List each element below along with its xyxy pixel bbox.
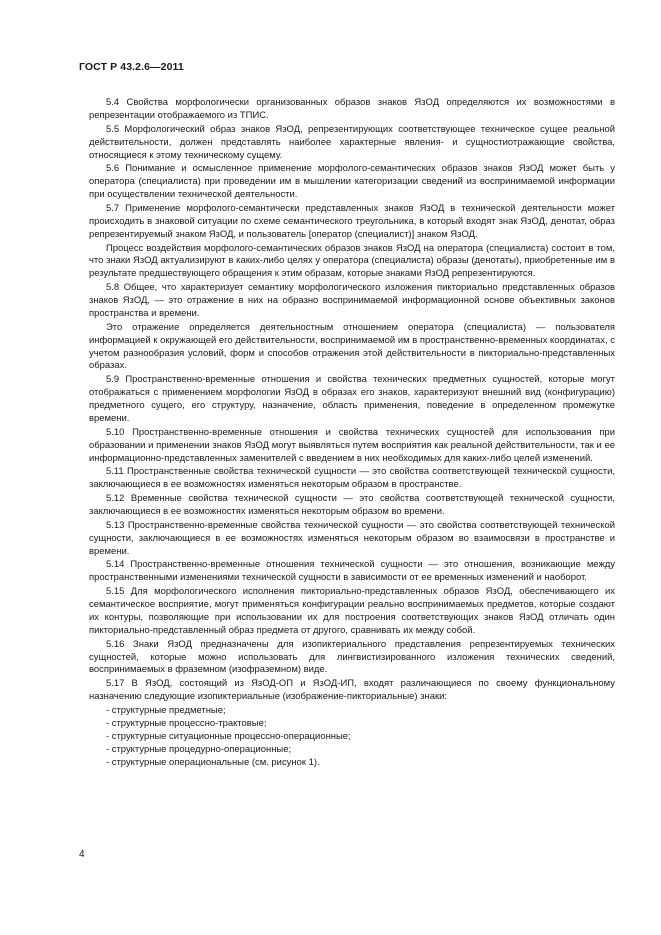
list-item: - структурные процедурно-операционные; [106, 743, 292, 755]
paragraph-5-10: 5.10 Пространственно-временные отношения и свойства технических сущностей для использования при образовании и применении знаков ЯзОД могут выявляться путем восприятия как реальной действительности, так и ее информационно-представленных заменителей с введением в них необходимых для каких-либо целей изменений. [89, 426, 615, 464]
paragraph-5-8: 5.8 Общее, что характеризует семантику морфологического изложения пикториально представленных образов знаков ЯзОД, — это отражение в них на образно воспринимаемой информационной основе объективных законов пространства и времени. [89, 282, 615, 319]
list-item: - структурные процессно-трактовые; [106, 717, 267, 729]
paragraph-5-11: 5.11 Пространственные свойства технической сущности — это свойства соответствующей технической сущности, заключающиеся в ее возможностях изменяться некоторым образом в пространстве. [89, 466, 615, 491]
list-item: - структурные ситуационные процессно-операционные; [106, 730, 351, 742]
main-content [89, 97, 615, 769]
paragraph-5-16: 5.16 Знаки ЯзОД предназначены для изопиктериального представления репрезентируемых технических сущностей, которые можно использовать для лингвистизированного изложения технических сведений, воспринимаемых в фраземном (изофраземном) виде. [89, 638, 615, 676]
sign-types-list [89, 705, 615, 770]
paragraph-5-5: 5.5 Морфологический образ знаков ЯзОД, репрезентирующих соответствующее техническое сущее реальной действительности, должен представлять наиболее характерные явления- и сущностиотражающие свойства, относящиеся к этому техническому сущему. [89, 123, 615, 161]
paragraph-5-12: 5.12 Временные свойства технической сущности — это свойства соответствующей технической сущности, заключающиеся в ее возможностях изменяться некоторым образом во времени. [89, 493, 615, 517]
standard-designation: ГОСТ Р 43.2.6—2011 [79, 61, 184, 73]
paragraph-5-14: 5.14 Пространственно-временные отношения технической сущности — это отношения, возникающие между пространственными изменениями технической сущности в зависимости от ее временных изменений и наоборот. [89, 559, 615, 584]
paragraph-5-13: 5.13 Пространственно-временные свойства технической сущности — это свойства соответствующей технической сущности, заключающиеся в ее возможностях изменяться некоторым образом во взаимосвязи в пространстве и времени. [89, 519, 615, 557]
page-number: 4 [79, 849, 85, 860]
paragraph-5-7: 5.7 Применение морфолого-семантически представленных знаков ЯзОД в технической деятельности может происходить в знаковой ситуации по схеме семантического треугольника, в который входят знак ЯзОД, денотат, образ репрезентируемый знаком ЯзОД, и пользователь [оператор (специалист)] знаком ЯзОД. [89, 202, 615, 240]
list-item: - структурные операциональные (см. рисунок 1). [106, 756, 320, 768]
paragraph-5-6: 5.6 Понимание и осмысленное применение морфолого-семантических образов знаков ЯзОД может быть у оператора (специалиста) при проведении им в мышлении категоризации сведений из воспринимаемой информации при осуществлении технической деятельности. [89, 163, 615, 201]
paragraph-5-17: 5.17 В ЯзОД, состоящий из ЯзОД-ОП и ЯзОД-ИП, входят различающиеся по своему функциональному назначению следующие изопиктериальные (изображение-пикториальные) знаки: [89, 678, 615, 703]
paragraph-5-15: 5.15 Для морфологического исполнения пикториально-представленных образов ЯзОД, обеспечивающего их семантическое восприятие, могут применяться конфигурации реально воспринимаемых предметов, которые создают их контуры, позволяющие при использовании их для построения соответствующих знаков ЯзОД отличать один пикториально-представленный образ предмета от другого, сравнивать их между собой. [89, 586, 615, 636]
list-item: - структурные предметные; [106, 704, 226, 716]
paragraph-5-9: 5.9 Пространственно-временные отношения и свойства технических предметных сущностей, которые могут отображаться с применением морфологии ЯзОД в образах его знаков, характеризуют внешний вид (конфигурацию) предметного сущего, его структуру, назначение, область применения, поведение в определенном промежутке времени. [89, 374, 615, 424]
paragraph-5-7-continued: Процесс воздействия морфолого-семантических образов знаков ЯзОД на оператора (специалиста) состоит в том, что знаки ЯзОД актуализируют в каких-либо целях у оператора (специалиста) образы (денотаты), приобретенные им в результате предшествующего обращения к этим образам, которые знаками ЯзОД репрезентируются. [89, 242, 615, 280]
paragraph-5-8-continued: Это отражение определяется деятельностным отношением оператора (специалиста) — пользователя информацией к окружающей его действительности, воспринимаемой им в пространственно-временных координатах, с учетом разнообразия условий, форм и способов отражения этой действительности в пикториально-представленных образах. [89, 321, 615, 372]
paragraph-5-4: 5.4 Свойства морфологически организованных образов знаков ЯзОД определяются их возможностями в репрезентации отображаемого из ТПИС. [89, 97, 615, 121]
